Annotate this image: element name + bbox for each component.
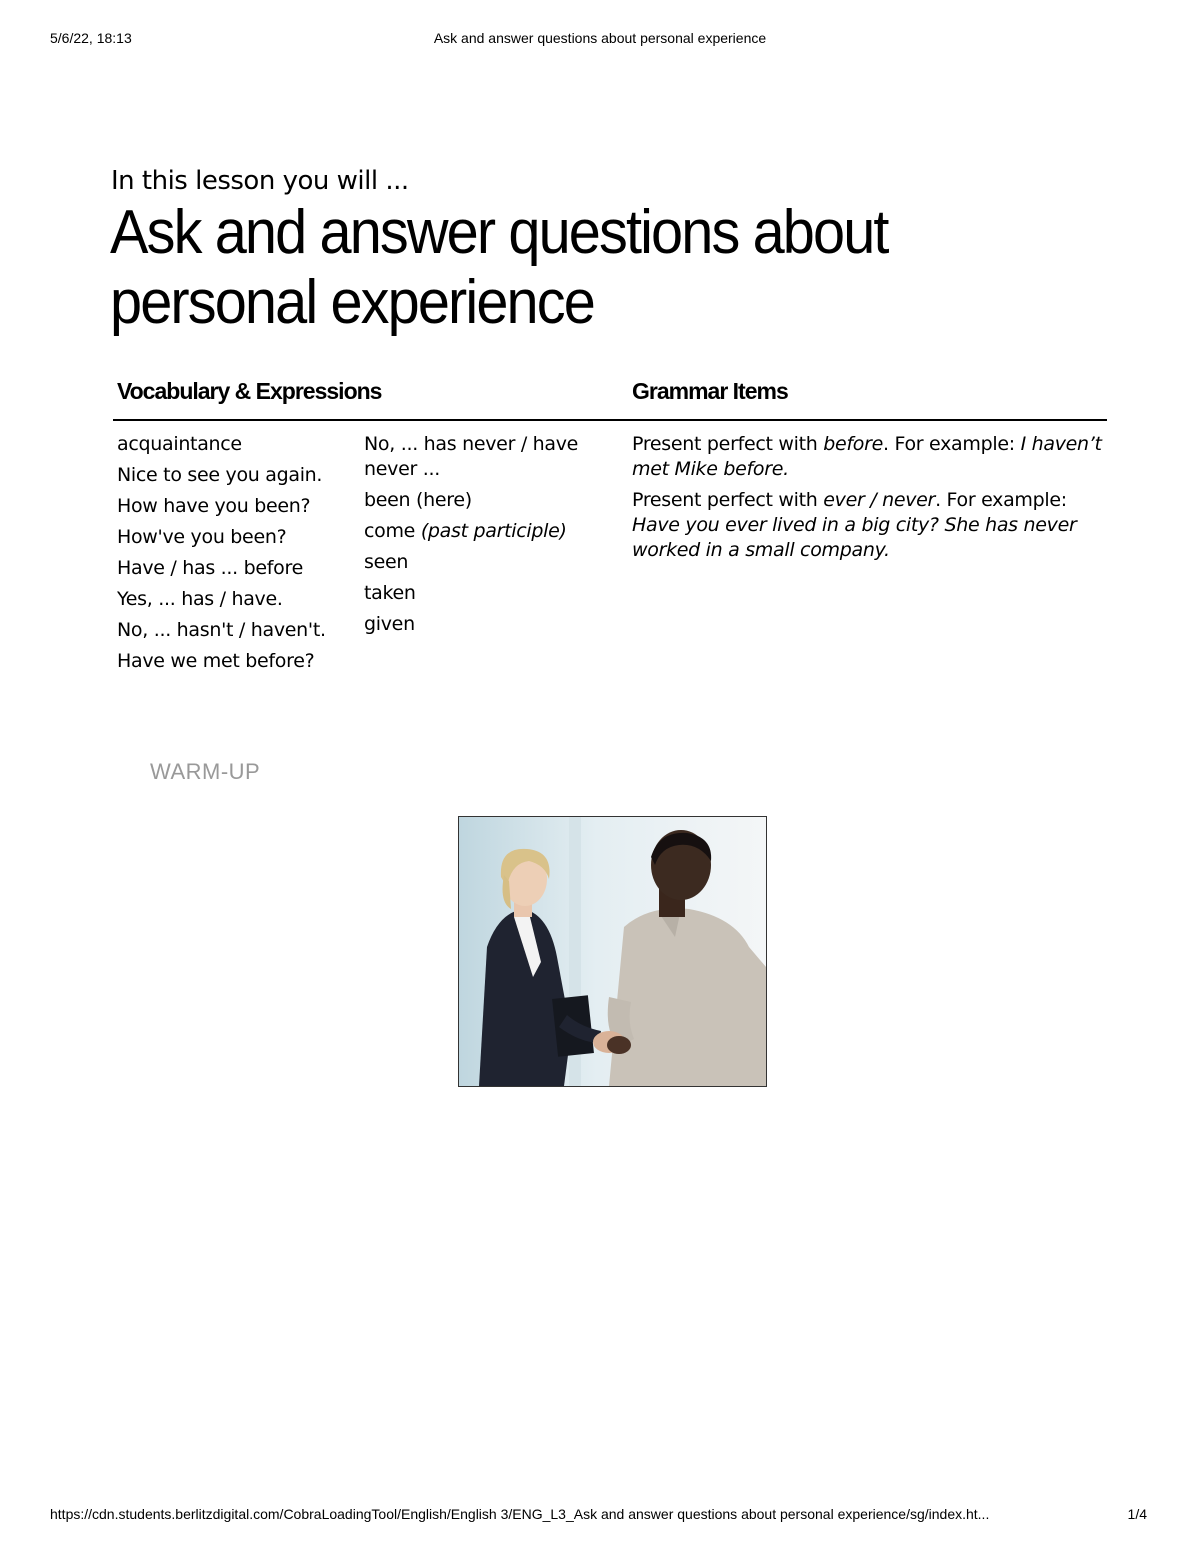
grammar-text: . For example: [883, 433, 1021, 455]
vocabulary-heading: Vocabulary & Expressions [117, 378, 382, 404]
lesson-title-line2: personal experience [110, 268, 594, 337]
grammar-column [632, 432, 1102, 569]
vocab-item: Nice to see you again. [117, 464, 323, 486]
page-number: 1/4 [1127, 1506, 1147, 1522]
lesson-title-line1: Ask and answer questions about [110, 198, 888, 267]
vocab-item: acquaintance [117, 433, 242, 455]
grammar-item [632, 488, 1102, 563]
lesson-title [110, 198, 1040, 338]
vocabulary-column-1 [117, 432, 352, 680]
vocab-item [364, 519, 604, 544]
lesson-intro: In this lesson you will ... [111, 166, 409, 196]
vocab-item-text: come [364, 520, 421, 542]
vocab-item: given [364, 613, 415, 635]
print-date: 5/6/22, 18:13 [50, 30, 132, 46]
grammar-text: Present perfect with [632, 433, 824, 455]
vocab-item: Have / has ... before [117, 557, 303, 579]
vocab-item: Yes, ... has / have. [117, 588, 283, 610]
warmup-label: WARM-UP [150, 759, 261, 784]
print-url: https://cdn.students.berlitzdigital.com/CobraLoadingTool/English/English 3/ENG_L3_Ask and answer questions about personal experience/sg/index.ht... [50, 1506, 990, 1522]
vocabulary-column-2 [364, 432, 604, 643]
vocab-item-note: (past participle) [420, 520, 567, 542]
handshake-photo [458, 816, 767, 1087]
grammar-keyword: ever / never [823, 489, 936, 511]
vocab-item: How have you been? [117, 495, 311, 517]
grammar-heading: Grammar Items [632, 378, 788, 404]
grammar-example: Have you ever lived in a big city? She has never worked in a small company. [632, 514, 1077, 561]
print-header [50, 30, 1150, 50]
grammar-item [632, 432, 1102, 482]
grammar-keyword: before [823, 433, 884, 455]
vocab-item: No, ... has never / have never ... [364, 433, 579, 480]
handshake-illustration [459, 817, 766, 1086]
grammar-example: I haven’t met Mike before. [632, 433, 1102, 480]
print-title: Ask and answer questions about personal experience [433, 30, 767, 46]
vocab-item: No, ... hasn't / haven't. [117, 619, 326, 641]
vocab-item: seen [364, 551, 409, 573]
vocab-item: Have we met before? [117, 650, 315, 672]
vocab-item: taken [364, 582, 416, 604]
grammar-text: . For example: [935, 489, 1067, 511]
vocab-item: How've you been? [117, 526, 287, 548]
grammar-text: Present perfect with [632, 489, 824, 511]
section-divider [113, 419, 1107, 421]
vocab-item: been (here) [364, 489, 472, 511]
